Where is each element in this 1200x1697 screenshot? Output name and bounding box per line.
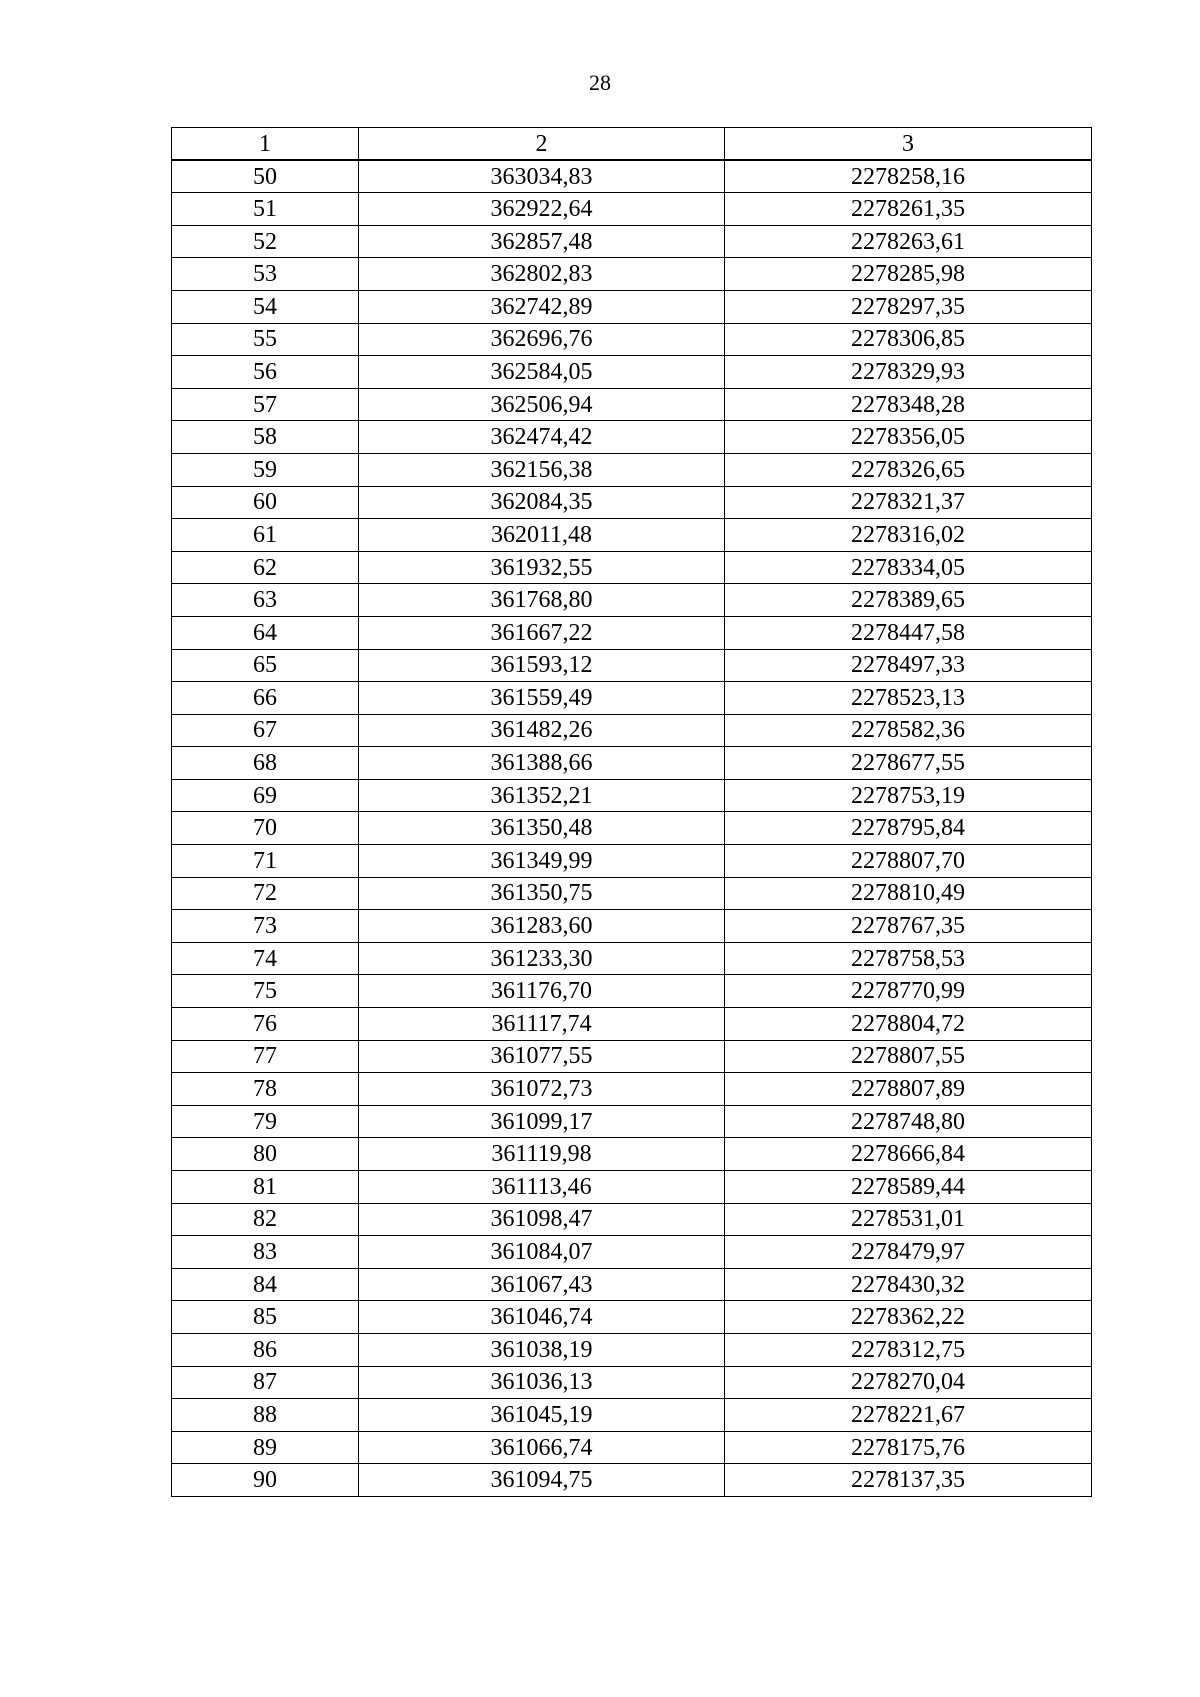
- point-number-cell: 72: [172, 877, 359, 910]
- table-row: [172, 1008, 1092, 1041]
- point-number-cell: 80: [172, 1138, 359, 1171]
- point-number-cell: 56: [172, 356, 359, 389]
- x-coordinate-cell: 361559,49: [359, 682, 725, 715]
- point-number-cell: 69: [172, 779, 359, 812]
- point-number-cell: 59: [172, 453, 359, 486]
- table-row: [172, 1366, 1092, 1399]
- point-number-cell: 68: [172, 747, 359, 780]
- x-coordinate-cell: 361176,70: [359, 975, 725, 1008]
- x-coordinate-cell: 361046,74: [359, 1301, 725, 1334]
- table-header: [172, 128, 1092, 161]
- y-coordinate-cell: 2278589,44: [725, 1171, 1092, 1204]
- point-number-cell: 63: [172, 584, 359, 617]
- x-coordinate-cell: 361350,48: [359, 812, 725, 845]
- header-row: [172, 128, 1092, 161]
- point-number-cell: 50: [172, 160, 359, 193]
- table-row: [172, 779, 1092, 812]
- x-coordinate-cell: 361768,80: [359, 584, 725, 617]
- table-row: [172, 975, 1092, 1008]
- column-header-3: 3: [725, 128, 1092, 161]
- y-coordinate-cell: 2278523,13: [725, 682, 1092, 715]
- x-coordinate-cell: 361593,12: [359, 649, 725, 682]
- y-coordinate-cell: 2278285,98: [725, 258, 1092, 291]
- point-number-cell: 52: [172, 225, 359, 258]
- table-row: [172, 942, 1092, 975]
- y-coordinate-cell: 2278666,84: [725, 1138, 1092, 1171]
- point-number-cell: 82: [172, 1203, 359, 1236]
- column-header-2: 2: [359, 128, 725, 161]
- table-row: [172, 258, 1092, 291]
- y-coordinate-cell: 2278137,35: [725, 1464, 1092, 1497]
- x-coordinate-cell: 362156,38: [359, 453, 725, 486]
- table-row: [172, 160, 1092, 193]
- x-coordinate-cell: 361352,21: [359, 779, 725, 812]
- table-row: [172, 225, 1092, 258]
- point-number-cell: 78: [172, 1073, 359, 1106]
- point-number-cell: 67: [172, 714, 359, 747]
- table-row: [172, 747, 1092, 780]
- point-number-cell: 65: [172, 649, 359, 682]
- y-coordinate-cell: 2278261,35: [725, 193, 1092, 226]
- table-row: [172, 323, 1092, 356]
- y-coordinate-cell: 2278362,22: [725, 1301, 1092, 1334]
- point-number-cell: 76: [172, 1008, 359, 1041]
- point-number-cell: 83: [172, 1236, 359, 1269]
- point-number-cell: 64: [172, 616, 359, 649]
- y-coordinate-cell: 2278356,05: [725, 421, 1092, 454]
- x-coordinate-cell: 361667,22: [359, 616, 725, 649]
- table-row: [172, 1431, 1092, 1464]
- x-coordinate-cell: 362696,76: [359, 323, 725, 356]
- y-coordinate-cell: 2278753,19: [725, 779, 1092, 812]
- y-coordinate-cell: 2278748,80: [725, 1105, 1092, 1138]
- table-row: [172, 1464, 1092, 1497]
- x-coordinate-cell: 361350,75: [359, 877, 725, 910]
- y-coordinate-cell: 2278306,85: [725, 323, 1092, 356]
- y-coordinate-cell: 2278582,36: [725, 714, 1092, 747]
- point-number-cell: 73: [172, 910, 359, 943]
- x-coordinate-cell: 361388,66: [359, 747, 725, 780]
- y-coordinate-cell: 2278770,99: [725, 975, 1092, 1008]
- x-coordinate-cell: 362802,83: [359, 258, 725, 291]
- table-row: [172, 1399, 1092, 1432]
- x-coordinate-cell: 361098,47: [359, 1203, 725, 1236]
- point-number-cell: 89: [172, 1431, 359, 1464]
- table-row: [172, 1105, 1092, 1138]
- x-coordinate-cell: 362011,48: [359, 519, 725, 552]
- table-row: [172, 845, 1092, 878]
- y-coordinate-cell: 2278810,49: [725, 877, 1092, 910]
- x-coordinate-cell: 361283,60: [359, 910, 725, 943]
- column-header-1: 1: [172, 128, 359, 161]
- y-coordinate-cell: 2278531,01: [725, 1203, 1092, 1236]
- x-coordinate-cell: 361067,43: [359, 1268, 725, 1301]
- table-row: [172, 388, 1092, 421]
- point-number-cell: 74: [172, 942, 359, 975]
- table-row: [172, 812, 1092, 845]
- page-number: 28: [589, 70, 611, 95]
- point-number-cell: 75: [172, 975, 359, 1008]
- y-coordinate-cell: 2278807,89: [725, 1073, 1092, 1106]
- table-row: [172, 649, 1092, 682]
- point-number-cell: 88: [172, 1399, 359, 1432]
- table-row: [172, 1268, 1092, 1301]
- table-row: [172, 1203, 1092, 1236]
- x-coordinate-cell: 361113,46: [359, 1171, 725, 1204]
- x-coordinate-cell: 361233,30: [359, 942, 725, 975]
- table-row: [172, 486, 1092, 519]
- point-number-cell: 55: [172, 323, 359, 356]
- y-coordinate-cell: 2278221,67: [725, 1399, 1092, 1432]
- point-number-cell: 90: [172, 1464, 359, 1497]
- y-coordinate-cell: 2278321,37: [725, 486, 1092, 519]
- y-coordinate-cell: 2278175,76: [725, 1431, 1092, 1464]
- point-number-cell: 81: [172, 1171, 359, 1204]
- y-coordinate-cell: 2278767,35: [725, 910, 1092, 943]
- table-row: [172, 519, 1092, 552]
- y-coordinate-cell: 2278479,97: [725, 1236, 1092, 1269]
- y-coordinate-cell: 2278326,65: [725, 453, 1092, 486]
- y-coordinate-cell: 2278447,58: [725, 616, 1092, 649]
- y-coordinate-cell: 2278316,02: [725, 519, 1092, 552]
- point-number-cell: 86: [172, 1333, 359, 1366]
- point-number-cell: 58: [172, 421, 359, 454]
- y-coordinate-cell: 2278795,84: [725, 812, 1092, 845]
- y-coordinate-cell: 2278270,04: [725, 1366, 1092, 1399]
- y-coordinate-cell: 2278758,53: [725, 942, 1092, 975]
- x-coordinate-cell: 361072,73: [359, 1073, 725, 1106]
- table-row: [172, 453, 1092, 486]
- point-number-cell: 87: [172, 1366, 359, 1399]
- x-coordinate-cell: 362857,48: [359, 225, 725, 258]
- x-coordinate-cell: 361932,55: [359, 551, 725, 584]
- point-number-cell: 84: [172, 1268, 359, 1301]
- table-row: [172, 193, 1092, 226]
- x-coordinate-cell: 362506,94: [359, 388, 725, 421]
- point-number-cell: 60: [172, 486, 359, 519]
- point-number-cell: 66: [172, 682, 359, 715]
- y-coordinate-cell: 2278263,61: [725, 225, 1092, 258]
- y-coordinate-cell: 2278297,35: [725, 290, 1092, 323]
- point-number-cell: 77: [172, 1040, 359, 1073]
- x-coordinate-cell: 361077,55: [359, 1040, 725, 1073]
- point-number-cell: 85: [172, 1301, 359, 1334]
- x-coordinate-cell: 362474,42: [359, 421, 725, 454]
- point-number-cell: 57: [172, 388, 359, 421]
- table-row: [172, 877, 1092, 910]
- point-number-cell: 62: [172, 551, 359, 584]
- point-number-cell: 70: [172, 812, 359, 845]
- y-coordinate-cell: 2278804,72: [725, 1008, 1092, 1041]
- table-body: [172, 160, 1092, 1496]
- table-row: [172, 356, 1092, 389]
- point-number-cell: 53: [172, 258, 359, 291]
- table-row: [172, 421, 1092, 454]
- point-number-cell: 61: [172, 519, 359, 552]
- y-coordinate-cell: 2278807,55: [725, 1040, 1092, 1073]
- table-row: [172, 1040, 1092, 1073]
- y-coordinate-cell: 2278329,93: [725, 356, 1092, 389]
- y-coordinate-cell: 2278807,70: [725, 845, 1092, 878]
- table-row: [172, 290, 1092, 323]
- table-row: [172, 551, 1092, 584]
- table-row: [172, 1138, 1092, 1171]
- x-coordinate-cell: 361084,07: [359, 1236, 725, 1269]
- table-row: [172, 616, 1092, 649]
- x-coordinate-cell: 361036,13: [359, 1366, 725, 1399]
- y-coordinate-cell: 2278348,28: [725, 388, 1092, 421]
- x-coordinate-cell: 361119,98: [359, 1138, 725, 1171]
- y-coordinate-cell: 2278258,16: [725, 160, 1092, 193]
- table-row: [172, 1073, 1092, 1106]
- y-coordinate-cell: 2278677,55: [725, 747, 1092, 780]
- point-number-cell: 51: [172, 193, 359, 226]
- table-row: [172, 1236, 1092, 1269]
- table-row: [172, 1301, 1092, 1334]
- table-row: [172, 1171, 1092, 1204]
- x-coordinate-cell: 361482,26: [359, 714, 725, 747]
- x-coordinate-cell: 361349,99: [359, 845, 725, 878]
- x-coordinate-cell: 361066,74: [359, 1431, 725, 1464]
- x-coordinate-cell: 362922,64: [359, 193, 725, 226]
- table-row: [172, 1333, 1092, 1366]
- x-coordinate-cell: 361117,74: [359, 1008, 725, 1041]
- table-row: [172, 682, 1092, 715]
- x-coordinate-cell: 361038,19: [359, 1333, 725, 1366]
- x-coordinate-cell: 361094,75: [359, 1464, 725, 1497]
- y-coordinate-cell: 2278430,32: [725, 1268, 1092, 1301]
- point-number-cell: 54: [172, 290, 359, 323]
- table-row: [172, 584, 1092, 617]
- y-coordinate-cell: 2278334,05: [725, 551, 1092, 584]
- y-coordinate-cell: 2278389,65: [725, 584, 1092, 617]
- x-coordinate-cell: 361099,17: [359, 1105, 725, 1138]
- table-row: [172, 910, 1092, 943]
- point-number-cell: 71: [172, 845, 359, 878]
- x-coordinate-cell: 362742,89: [359, 290, 725, 323]
- x-coordinate-cell: 362084,35: [359, 486, 725, 519]
- x-coordinate-cell: 363034,83: [359, 160, 725, 193]
- y-coordinate-cell: 2278312,75: [725, 1333, 1092, 1366]
- x-coordinate-cell: 362584,05: [359, 356, 725, 389]
- y-coordinate-cell: 2278497,33: [725, 649, 1092, 682]
- table-row: [172, 714, 1092, 747]
- point-number-cell: 79: [172, 1105, 359, 1138]
- coordinates-table: [171, 127, 1092, 1497]
- x-coordinate-cell: 361045,19: [359, 1399, 725, 1432]
